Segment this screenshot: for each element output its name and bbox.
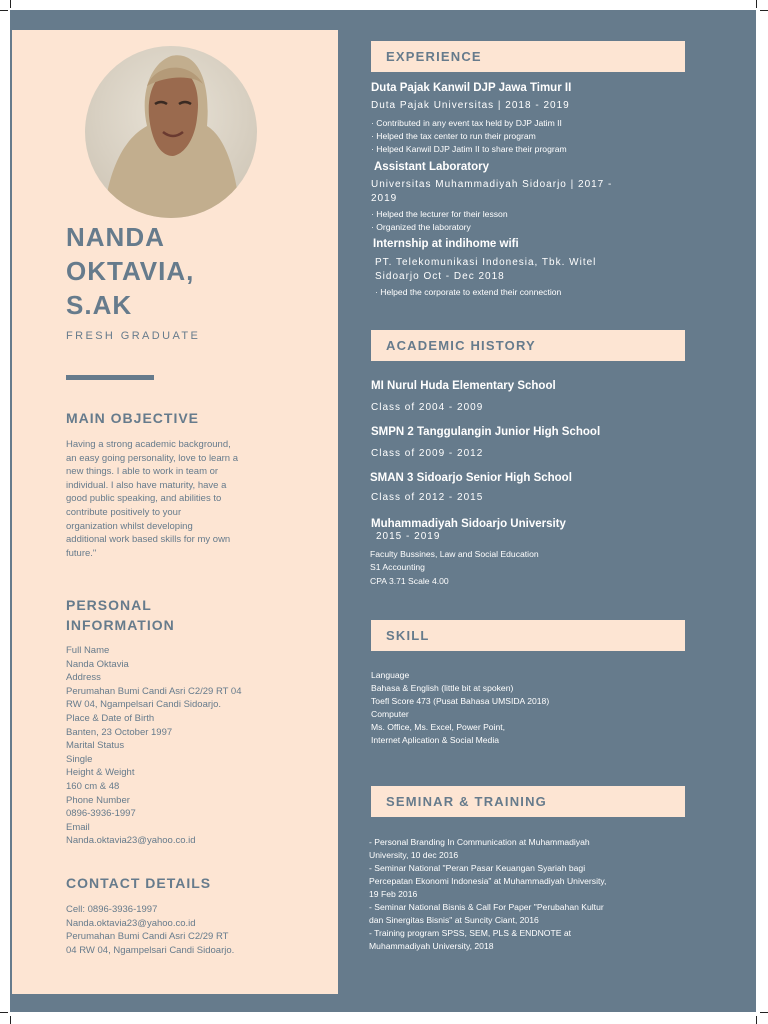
info-line: Perumahan Bumi Candi Asri C2/29 RT 04 xyxy=(66,685,242,697)
school-name: SMAN 3 Sidoarjo Senior High School xyxy=(370,472,572,484)
info-line: Full Name xyxy=(66,645,110,656)
address-line: 04 RW 04, Ngampelsari Candi Sidoarjo. xyxy=(66,944,235,956)
experience-heading-box xyxy=(371,41,685,72)
text-line: Having a strong academic background, xyxy=(66,439,231,450)
seminar-line: - Seminar National Bisnis & Call For Paper "Perubahan Kultur xyxy=(369,902,604,912)
text-line: good public speaking, and abilities to xyxy=(66,493,222,505)
skill-line: Computer xyxy=(371,709,409,719)
info-line: Banten, 23 October 1997 xyxy=(66,726,173,738)
heading-line: INFORMATION xyxy=(66,617,175,633)
skill-line: Bahasa & English (little bit at spoken) xyxy=(371,683,514,693)
seminar-heading: SEMINAR & TRAINING xyxy=(386,794,547,809)
school-period: 2015 - 2019 xyxy=(376,531,441,542)
text-line: an easy going personality, love to learn a xyxy=(66,452,238,464)
skill-heading-box xyxy=(371,620,685,651)
text-line: additional work based skills for my own xyxy=(66,534,231,546)
job-bullet: · Helped the tax center to run their program xyxy=(371,131,536,141)
seminar-line: - Personal Branding In Communication at Muhammadiyah xyxy=(369,837,590,847)
job-title: Duta Pajak Kanwil DJP Jawa Timur II xyxy=(371,82,572,94)
seminar-line: 19 Feb 2016 xyxy=(369,889,418,899)
seminar-line: University, 10 dec 2016 xyxy=(369,850,459,860)
email-link[interactable]: Nanda.oktavia23@yahoo.co.id xyxy=(66,835,196,847)
school-period: Class of 2009 - 2012 xyxy=(371,448,484,459)
heading-line: PERSONAL xyxy=(66,597,152,613)
job-bullet: · Organized the laboratory xyxy=(371,222,471,232)
info-line: Nanda Oktavia xyxy=(66,658,129,670)
school-name: SMPN 2 Tanggulangin Junior High School xyxy=(371,426,601,438)
full-name xyxy=(66,220,326,322)
school-name: Muhammadiyah Sidoarjo University xyxy=(371,518,566,530)
info-line: 160 cm & 48 xyxy=(66,780,120,792)
info-line: Place & Date of Birth xyxy=(66,712,155,724)
text-line: new things. I able to work in team or xyxy=(66,466,219,478)
school-period: Class of 2004 - 2009 xyxy=(371,402,484,413)
address-line: Perumahan Bumi Candi Asri C2/29 RT xyxy=(66,931,229,943)
job-title: Internship at indihome wifi xyxy=(373,238,519,250)
info-line: RW 04, Ngampelsari Candi Sidoarjo. xyxy=(66,699,222,711)
seminar-line: - Seminar National "Peran Pasar Keuangan Syariah bagi xyxy=(369,863,586,873)
crop-mark xyxy=(10,1016,11,1024)
seminar-line: Percepatan Ekonomi Indonesia" at Muhammadiyah University, xyxy=(369,876,607,886)
name-line: OKTAVIA, xyxy=(66,256,195,286)
text-line: individual. I also have maturity, have a xyxy=(66,479,227,491)
crop-mark xyxy=(0,10,8,11)
info-line: Marital Status xyxy=(66,740,125,752)
resume-page xyxy=(10,10,756,1012)
skill-heading: SKILL xyxy=(386,628,430,643)
email-link[interactable]: Nanda.oktavia23@yahoo.co.id xyxy=(66,917,196,929)
school-detail: S1 Accounting xyxy=(370,562,425,572)
personal-info xyxy=(66,644,281,848)
profile-photo xyxy=(85,46,257,218)
job-role: FRESH GRADUATE xyxy=(66,330,201,342)
text-line: organization whilst developing xyxy=(66,520,193,532)
crop-mark xyxy=(760,1012,768,1013)
name-line: S.AK xyxy=(66,290,133,320)
seminar-line: - Training program SPSS, SEM, PLS & ENDNOTE at xyxy=(369,928,572,938)
crop-mark xyxy=(760,10,768,11)
job-title: Assistant Laboratory xyxy=(374,161,490,173)
phone-text: Cell: 0896-3936-1997 xyxy=(66,904,158,915)
objective-heading: MAIN OBJECTIVE xyxy=(66,410,200,426)
info-line: Phone Number xyxy=(66,794,130,806)
skill-line: Internet Aplication & Social Media xyxy=(371,735,500,745)
personal-heading xyxy=(66,595,175,635)
info-line: 0896-3936-1997 xyxy=(66,808,136,820)
skill-line: Ms. Office, Ms. Excel, Power Point, xyxy=(371,722,506,732)
seminar-line: dan Sinergitas Bisnis" at Suncity Ciant, 2016 xyxy=(369,915,539,925)
job-org: 2019 xyxy=(371,193,398,204)
portrait-illustration xyxy=(85,46,257,218)
info-line: Single xyxy=(66,753,93,765)
contact-heading: CONTACT DETAILS xyxy=(66,875,212,891)
seminar-heading-box xyxy=(371,786,685,817)
name-line: NANDA xyxy=(66,222,165,252)
divider-bar xyxy=(66,375,154,380)
job-org: Universitas Muhammadiyah Sidoarjo | 2017 - xyxy=(371,179,613,190)
job-org: Sidoarjo Oct - Dec 2018 xyxy=(375,271,505,282)
objective-text xyxy=(66,438,281,560)
job-bullet: · Helped the lecturer for their lesson xyxy=(371,209,508,219)
job-bullet: · Helped the corporate to extend their connection xyxy=(375,287,562,297)
academic-heading-box xyxy=(371,330,685,361)
seminar-line: Muhammadiyah University, 2018 xyxy=(369,941,494,951)
school-detail: Faculty Bussines, Law and Social Education xyxy=(370,549,539,559)
experience-heading: EXPERIENCE xyxy=(386,49,482,64)
job-bullet: · Contributed in any event tax held by DJP Jatim II xyxy=(371,118,562,128)
school-detail: CPA 3.71 Scale 4.00 xyxy=(370,576,449,586)
crop-mark xyxy=(0,1012,8,1013)
school-name: MI Nurul Huda Elementary School xyxy=(371,380,556,392)
school-period: Class of 2012 - 2015 xyxy=(371,492,484,503)
text-line: future." xyxy=(66,547,97,559)
left-panel xyxy=(12,30,338,994)
job-org: Duta Pajak Universitas | 2018 - 2019 xyxy=(371,100,570,111)
info-line: Address xyxy=(66,672,101,684)
skill-line: Language xyxy=(371,670,410,680)
crop-mark xyxy=(756,1016,757,1024)
skill-line: Toefl Score 473 (Pusat Bahasa UMSIDA 2018) xyxy=(371,696,550,706)
crop-mark xyxy=(756,0,757,8)
job-org: PT. Telekomunikasi Indonesia, Tbk. Witel xyxy=(375,257,597,268)
info-line: Email xyxy=(66,821,90,833)
academic-heading: ACADEMIC HISTORY xyxy=(386,338,536,353)
info-line: Height & Weight xyxy=(66,767,135,779)
contact-info xyxy=(66,903,281,957)
job-bullet: · Helped Kanwil DJP Jatim II to share their program xyxy=(371,144,567,154)
text-line: contribute positively to your xyxy=(66,506,182,518)
crop-mark xyxy=(10,0,11,8)
